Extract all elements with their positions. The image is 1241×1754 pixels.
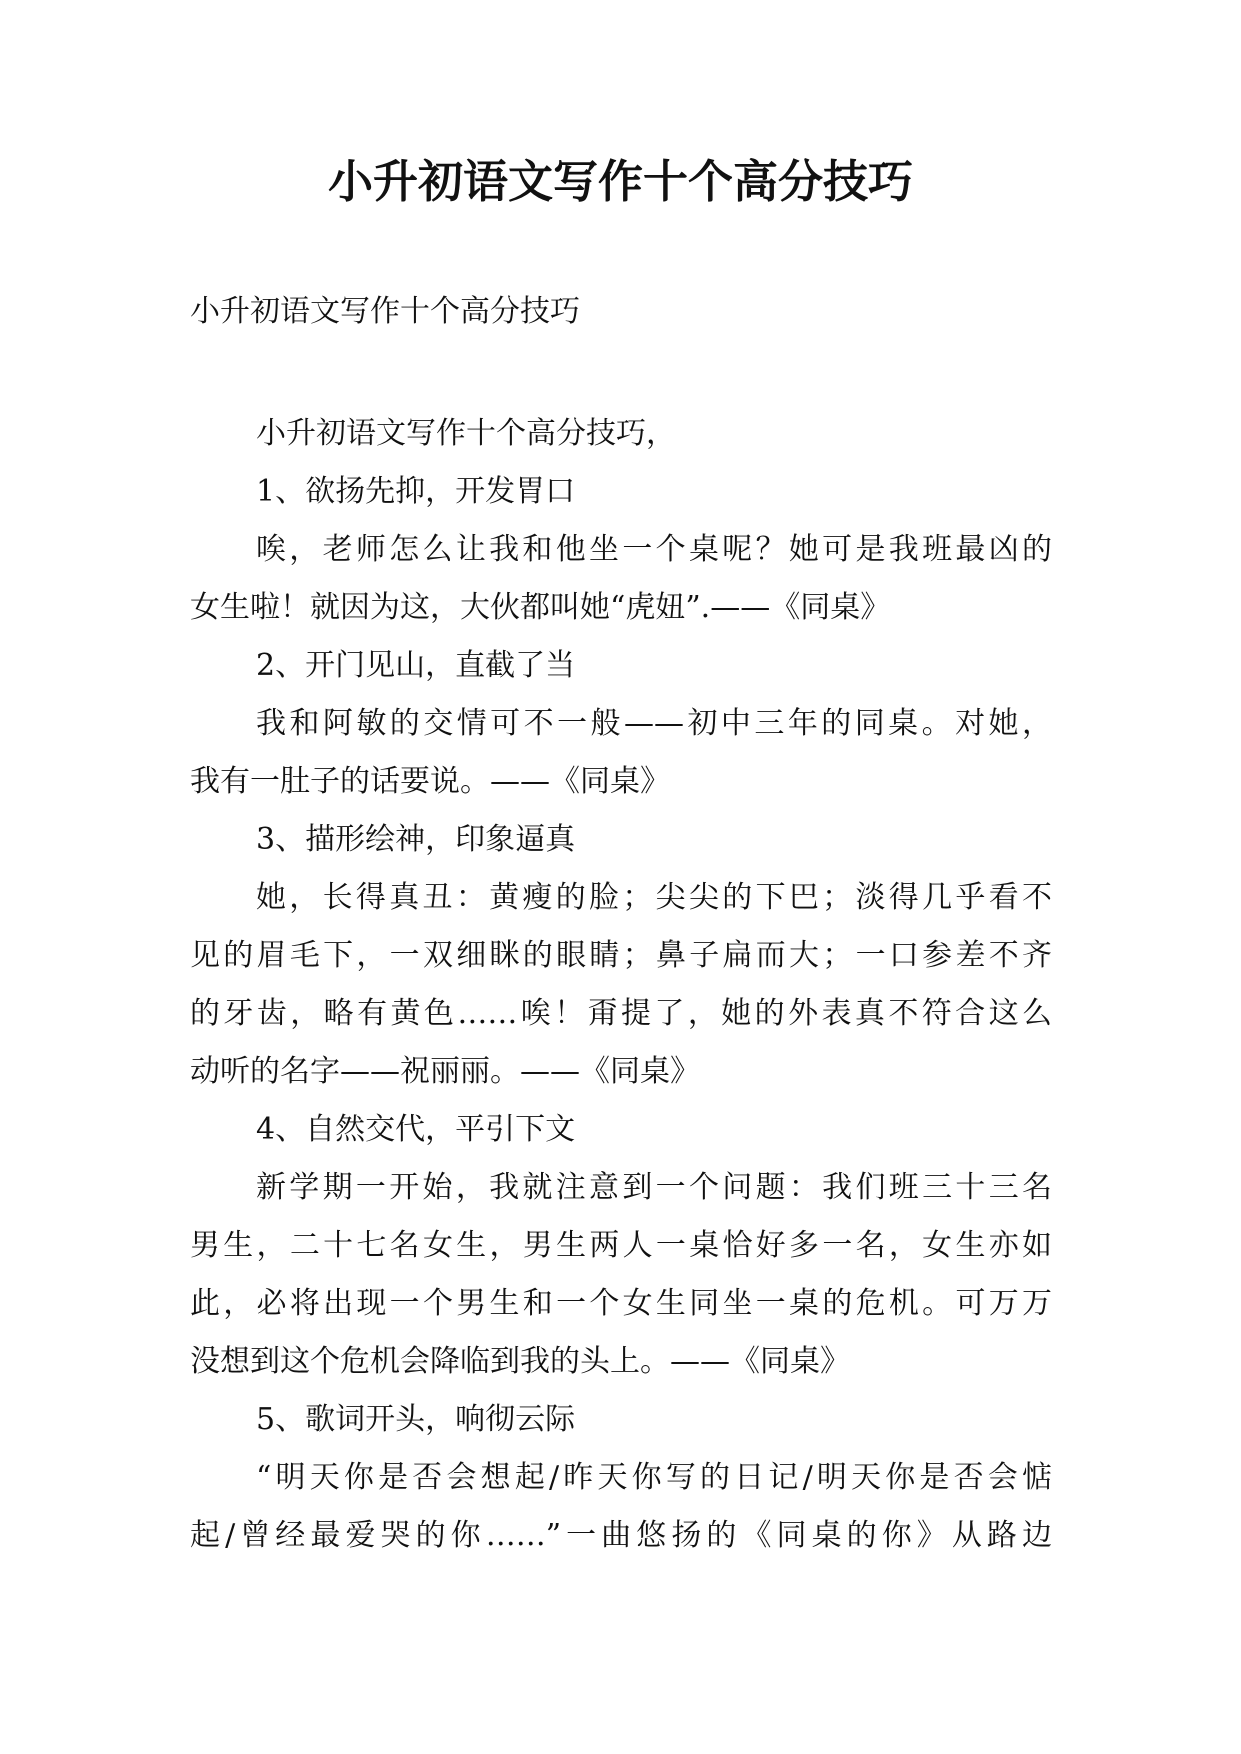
body-line: 的牙齿，略有黄色……唉！甭提了，她的外表真不符合这么 [190,996,1052,1031]
body-line: 此，必将出现一个男生和一个女生同坐一桌的危机。可万万 [190,1286,1052,1321]
document-body [190,405,1052,1565]
body-line: 2、开门见山，直截了当 [256,648,576,683]
document-title: 小升初语文写作十个高分技巧 [327,155,913,208]
body-line: 起/曾经最爱哭的你……”一曲悠扬的《同桌的你》从路边 [190,1518,1052,1553]
body-line: 新学期一开始，我就注意到一个问题：我们班三十三名 [256,1170,1052,1205]
body-line: 5、歌词开头，响彻云际 [256,1402,576,1437]
body-line: 动听的名字——祝丽丽。——《同桌》 [190,1054,700,1089]
body-line: 4、自然交代，平引下文 [256,1112,576,1147]
body-line: 我和阿敏的交情可不一般——初中三年的同桌。对她， [256,706,1052,741]
body-line: 小升初语文写作十个高分技巧， [256,416,676,451]
document-subtitle: 小升初语文写作十个高分技巧 [190,294,580,329]
body-line: 男生，二十七名女生，男生两人一桌恰好多一名，女生亦如 [190,1228,1052,1263]
body-line: 女生啦！就因为这，大伙都叫她“虎妞”.——《同桌》 [190,590,891,625]
body-line: 3、描形绘神，印象逼真 [256,822,576,857]
body-line: 没想到这个危机会降临到我的头上。——《同桌》 [190,1344,850,1379]
body-line: 见的眉毛下，一双细眯的眼睛；鼻子扁而大；一口参差不齐 [190,938,1052,973]
body-line: 1、欲扬先抑，开发胃口 [256,474,576,509]
body-line: 她，长得真丑：黄瘦的脸；尖尖的下巴；淡得几乎看不 [256,880,1052,915]
body-line: 我有一肚子的话要说。——《同桌》 [190,764,670,799]
body-line: 唉，老师怎么让我和他坐一个桌呢？她可是我班最凶的 [256,532,1052,567]
body-line: “明天你是否会想起/昨天你写的日记/明天你是否会惦 [256,1460,1052,1495]
